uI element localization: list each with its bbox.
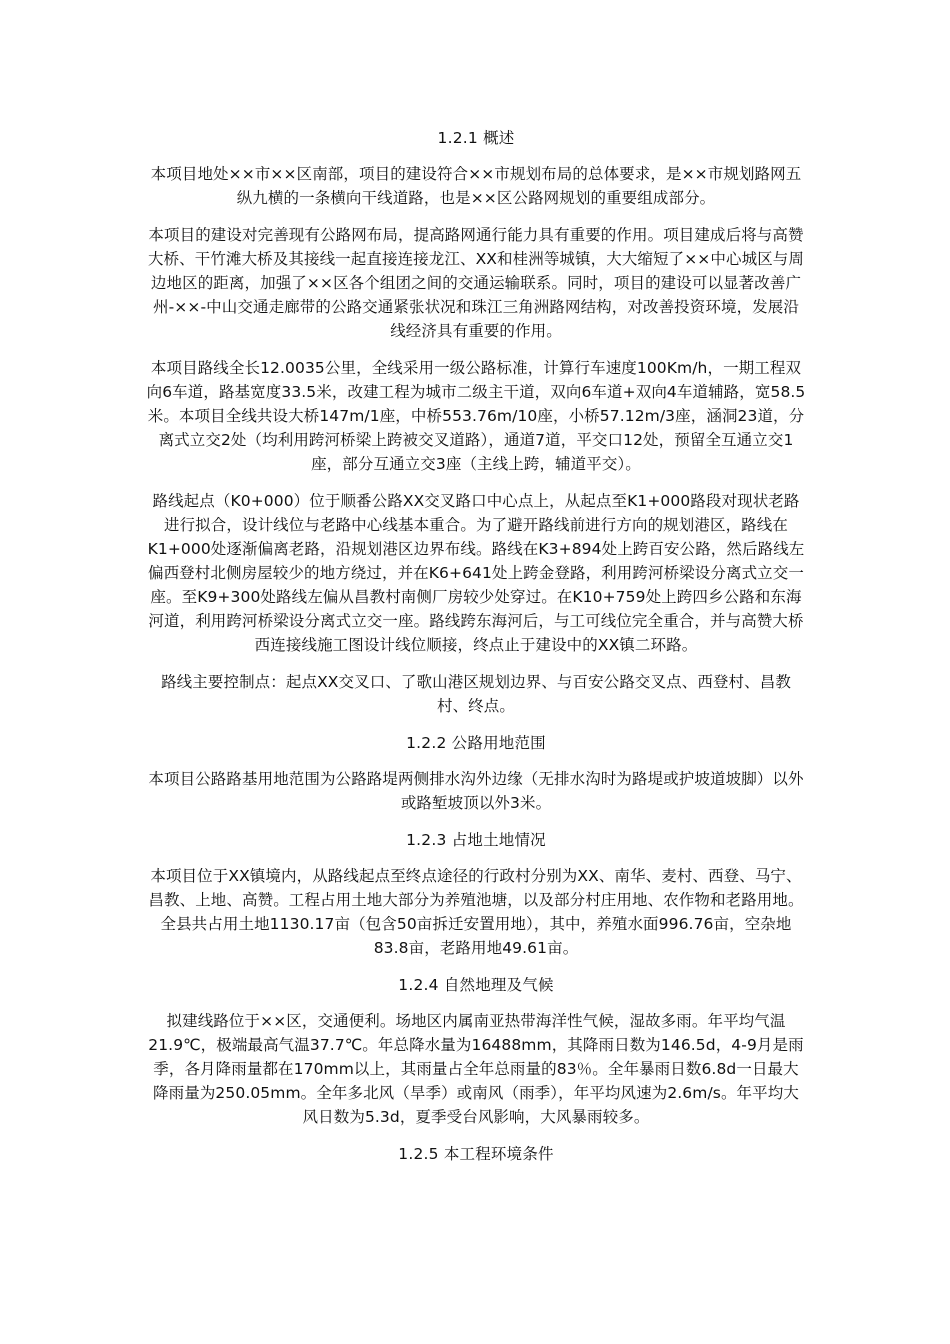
paragraph: 拟建线路位于××区，交通便利。场地区内属南亚热带海洋性气候，湿故多雨。年平均气温21.9℃，极端最高气温37.7℃。年总降水量为16488mm，其降雨日数为146.5d，4-9月是雨季，各月降雨量都在170mm以上，其雨量占全年总雨量的83％。全年暴雨日数6.8d一日最大降雨量为250.05mm。全年多北风（旱季）或南风（雨季），年平均风速为2.6m/s。年平均大风日数为5.3d，夏季受台风影响，大风暴雨较多。 (148, 1012, 804, 1126)
paragraph: 路线起点（K0+000）位于顺番公路XX交叉路口中心点上，从起点至K1+000路段对现状老路进行拟合，设计线位与老路中心线基本重合。为了避开路线前进行方向的规划港区，路线在K1+000处逐渐偏离老路，沿规划港区边界布线。路线在K3+894处上跨百安公路，然后路线左偏西登村北侧房屋较少的地方绕过，并在K6+641处上跨金登路，利用跨河桥梁设分离式立交一座。至K9+300处路线左偏从昌教村南侧厂房较少处穿过。在K10+759处上跨四乡公路和东海河道，利用跨河桥梁设分离式立交一座。路线跨东海河后，与工可线位完全重合，并与高赞大桥西连接线施工图设计线位顺接，终点止于建设中的XX镇二环路。 (147, 492, 805, 654)
document-body (146, 126, 806, 1178)
paragraph: 本项目的建设对完善现有公路网布局，提高路网通行能力具有重要的作用。项目建成后将与高赞大桥、干竹滩大桥及其接线一起直接连接龙江、XX和桂洲等城镇，大大缩短了××中心城区与周边地区的距离，加强了××区各个组团之间的交通运输联系。同时，项目的建设可以显著改善广州-××-中山交通走廊带的公路交通紧张状况和珠江三角洲路网结构，对改善投资环境，发展沿线经济具有重要的作用。 (147, 226, 804, 340)
section-heading: 1.2.5 本工程环境条件 (398, 1145, 554, 1163)
section-heading: 1.2.2 公路用地范围 (406, 734, 546, 752)
paragraph: 本项目公路路基用地范围为公路路堤两侧排水沟外边缘（无排水沟时为路堤或护坡道坡脚）以外或路堑坡顶以外3米。 (148, 770, 804, 812)
section-heading: 1.2.4 自然地理及气候 (398, 976, 554, 994)
paragraph: 本项目地处××市××区南部，项目的建设符合××市规划布局的总体要求，是××市规划路网五纵九横的一条横向干线道路，也是××区公路网规划的重要组成部分。 (150, 165, 802, 207)
section-heading: 1.2.1 概述 (437, 129, 515, 147)
paragraph: 本项目位于XX镇境内，从路线起点至终点途径的行政村分别为XX、南华、麦村、西登、马宁、昌教、上地、高赞。工程占用土地大部分为养殖池塘，以及部分村庄用地、农作物和老路用地。全县共占用土地1130.17亩（包含50亩拆迁安置用地），其中，养殖水面996.76亩，空杂地83.8亩，老路用地49.61亩。 (148, 867, 804, 957)
paragraph: 本项目路线全长12.0035公里，全线采用一级公路标准，计算行车速度100Km/h，一期工程双向6车道，路基宽度33.5米，改建工程为城市二级主干道，双向6车道+双向4车道辅路，宽58.5米。本项目全线共设大桥147m/1座，中桥553.76m/10座，小桥57.12m/3座，涵洞23道，分离式立交2处（均利用跨河桥梁上跨被交叉道路），通道7道，平交口12处，预留全互通立交1座，部分互通立交3座（主线上跨，辅道平交）。 (146, 359, 806, 473)
section-heading: 1.2.3 占地土地情况 (406, 831, 546, 849)
paragraph: 路线主要控制点：起点XX交叉口、了歌山港区规划边界、与百安公路交叉点、西登村、昌教村、终点。 (161, 673, 791, 715)
